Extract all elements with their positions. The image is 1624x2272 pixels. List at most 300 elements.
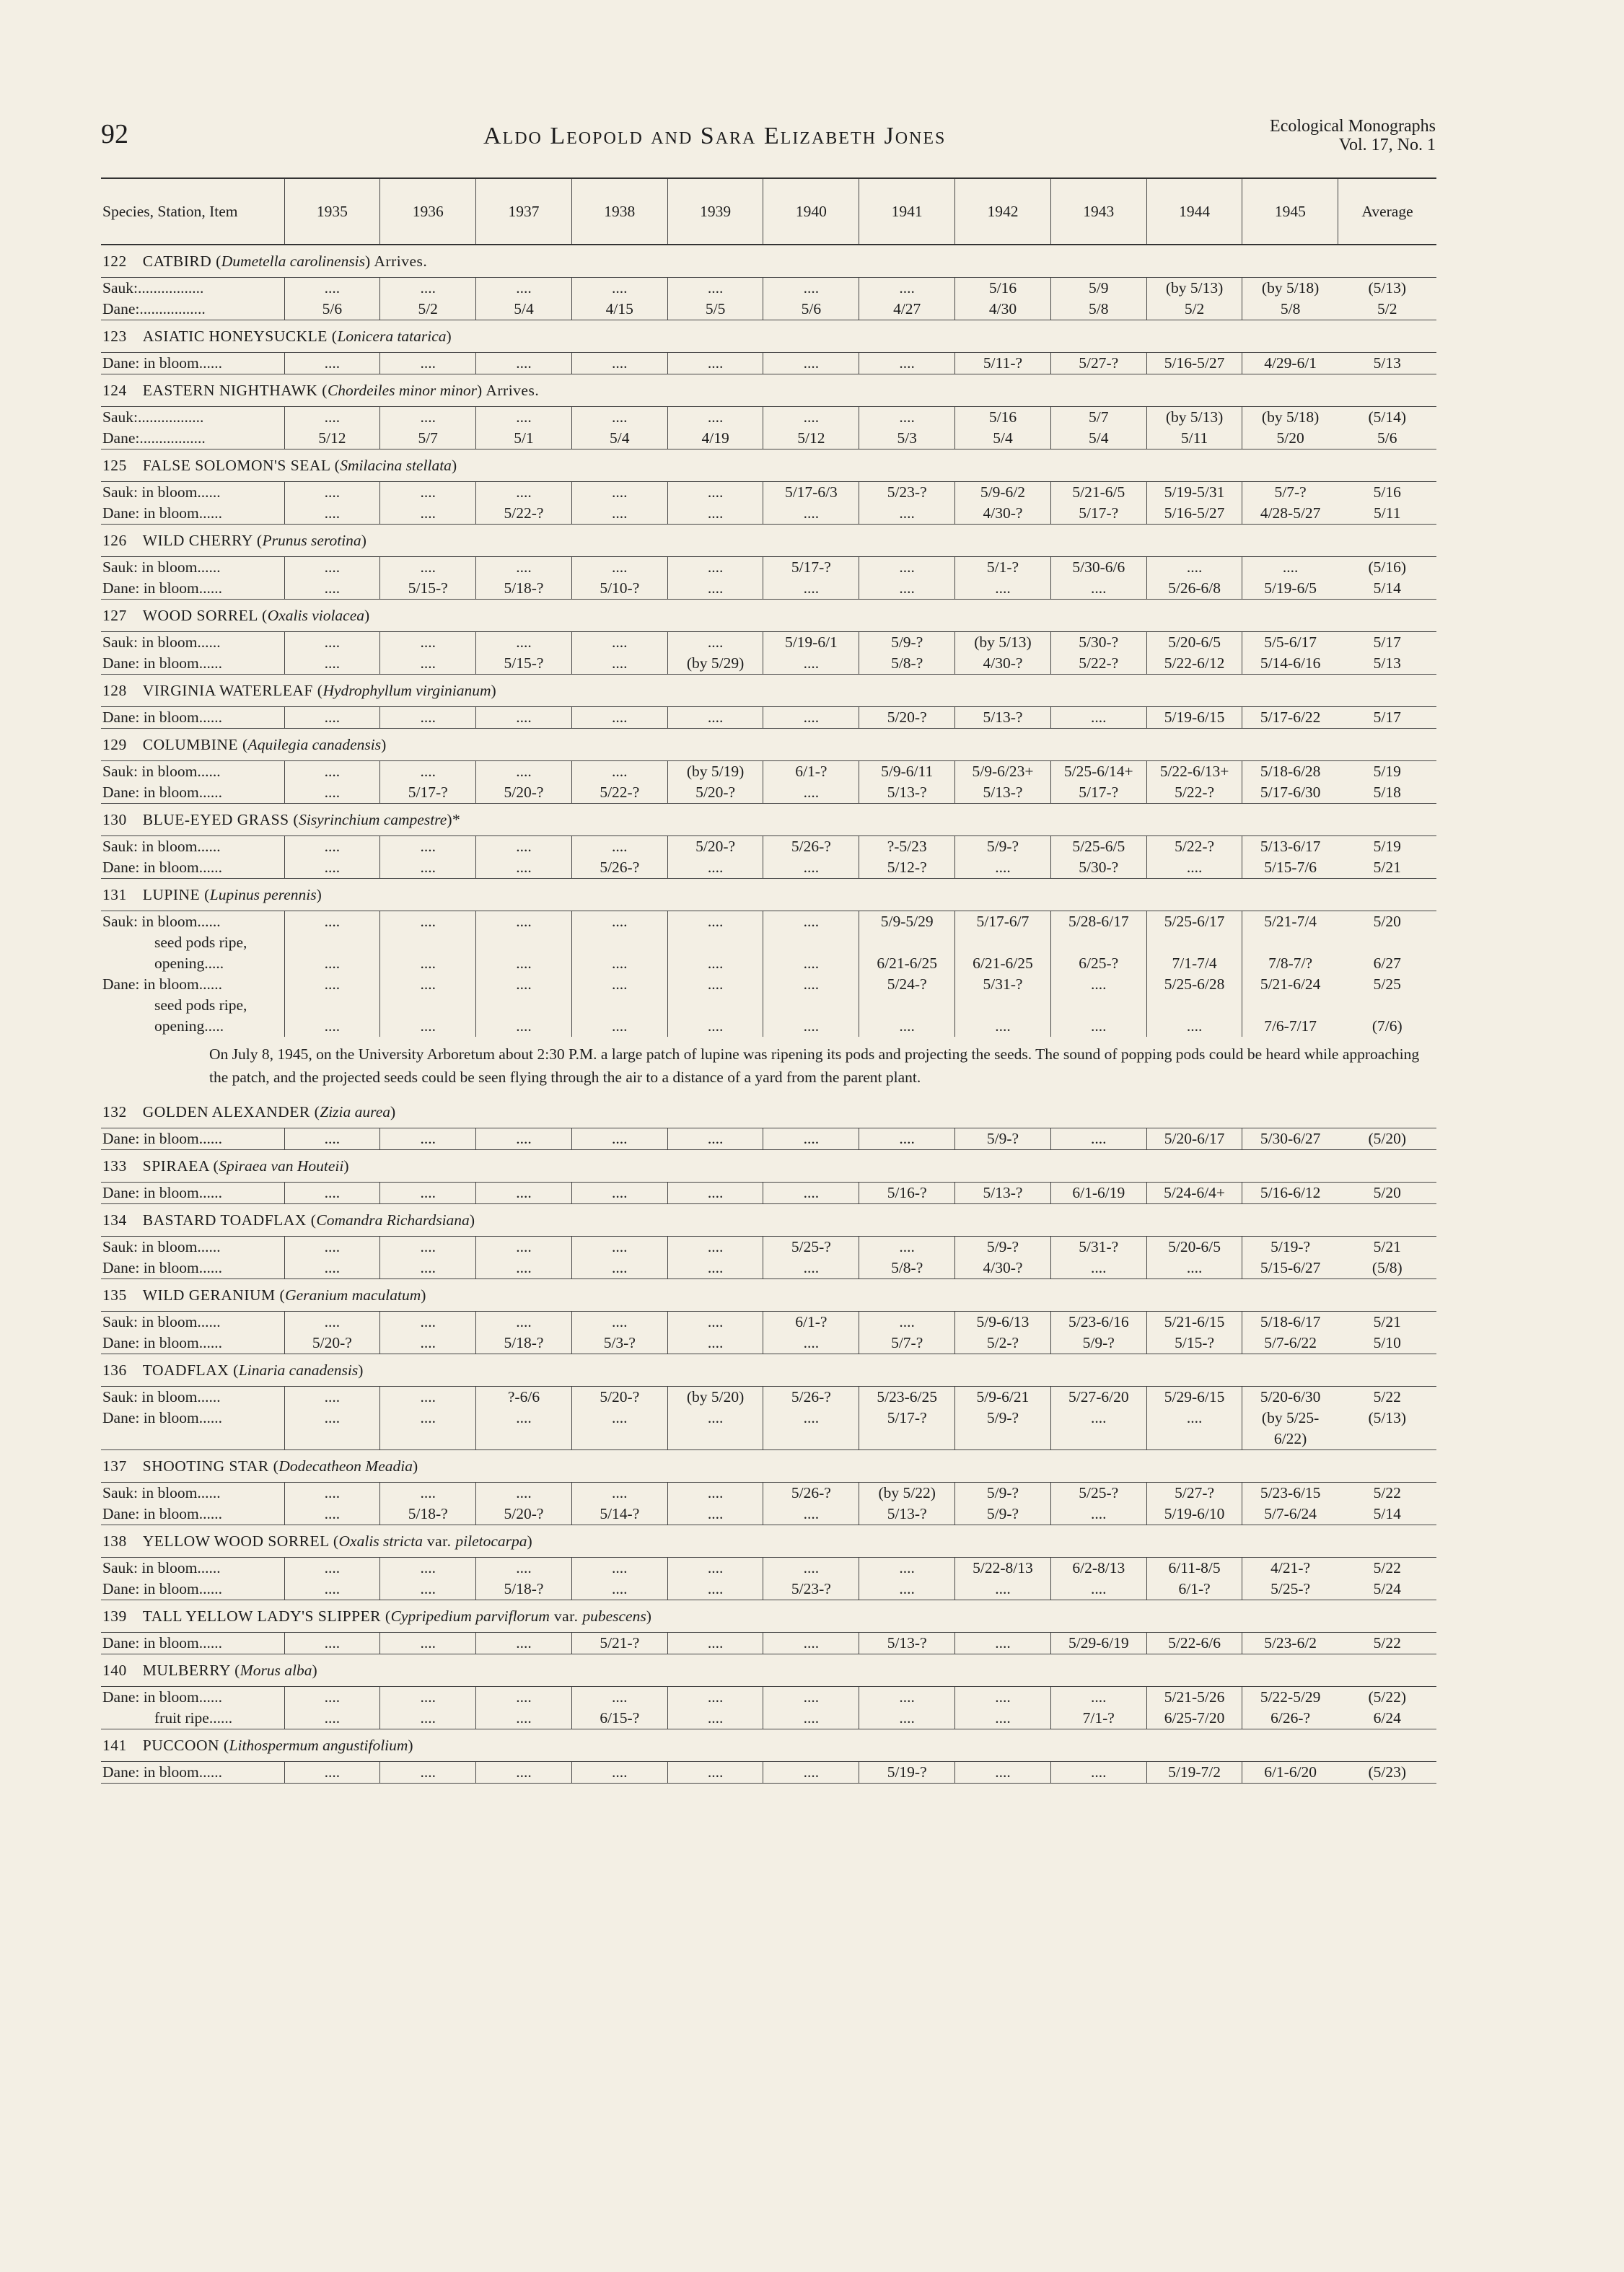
species-common-name: BLUE-EYED GRASS [142, 811, 289, 828]
year-cell: .... [1050, 1504, 1146, 1525]
year-cell: .... [571, 1183, 667, 1204]
year-cell: .... [571, 1128, 667, 1150]
year-cell: .... [763, 407, 859, 429]
year-cell: 5/25-6/5 [1050, 836, 1146, 858]
year-cell: .... [667, 911, 763, 933]
year-cell: .... [1050, 1579, 1146, 1600]
species-common-name: SPIRAEA [142, 1157, 209, 1175]
species-heading: 126 WILD CHERRY (Prunus serotina) [101, 525, 1436, 557]
year-cell: .... [284, 1558, 380, 1579]
species-common-name: WILD GERANIUM [142, 1286, 276, 1304]
row-label: Dane: in bloom...... [101, 1504, 284, 1525]
species-heading-row [101, 1450, 1436, 1483]
year-cell: 5/13-? [859, 782, 955, 804]
year-cell: 5/4 [955, 428, 1051, 449]
average-cell: 5/13 [1338, 353, 1436, 374]
year-cell [1146, 995, 1242, 1016]
species-latin-name: Morus alba [240, 1662, 312, 1679]
year-cell: .... [476, 1408, 572, 1429]
average-cell: 5/13 [1338, 653, 1436, 675]
row-label: Sauk: in bloom...... [102, 763, 221, 780]
year-cell [955, 995, 1051, 1016]
year-cell: 5/18-? [476, 1333, 572, 1354]
year-cell: 5/22-? [571, 782, 667, 804]
year-cell: 5/12-? [859, 857, 955, 879]
year-cell: .... [284, 1258, 380, 1279]
year-cell: .... [284, 1579, 380, 1600]
year-cell: 5/21-6/24 [1242, 974, 1338, 995]
year-cell: 5/9-? [1050, 1333, 1146, 1354]
year-cell: 5/25-? [1050, 1483, 1146, 1504]
year-cell: (by 5/22) [859, 1483, 955, 1504]
year-cell: .... [571, 911, 667, 933]
year-cell: 5/16-? [859, 1183, 955, 1204]
year-cell: 5/17-? [763, 557, 859, 579]
table-row [101, 482, 1436, 504]
year-cell: .... [284, 578, 380, 600]
species-number: 129 [102, 736, 127, 753]
year-cell: 5/2 [1146, 299, 1242, 320]
year-cell: .... [859, 557, 955, 579]
year-cell: .... [859, 278, 955, 299]
year-cell: .... [284, 1504, 380, 1525]
year-cell: .... [380, 653, 476, 675]
species-number: 128 [102, 682, 127, 699]
year-cell: 5/25-6/28 [1146, 974, 1242, 995]
year-cell: 4/19 [667, 428, 763, 449]
year-cell: 5/13-? [859, 1633, 955, 1654]
year-cell: .... [571, 482, 667, 504]
year-cell: .... [667, 707, 763, 729]
running-title: Aldo Leopold and Sara Elizabeth Jones [483, 123, 947, 149]
year-cell: .... [476, 557, 572, 579]
year-cell: 5/19-6/1 [763, 632, 859, 654]
average-cell: (5/23) [1338, 1762, 1436, 1784]
year-cell: 5/22-6/12 [1146, 653, 1242, 675]
year-cell: 5/21-6/5 [1050, 482, 1146, 504]
year-cell [476, 932, 572, 953]
year-cell: .... [667, 353, 763, 374]
year-cell: 5/9-6/21 [955, 1387, 1051, 1408]
species-heading: 134 BASTARD TOADFLAX (Comandra Richardsiana) [101, 1204, 1436, 1237]
average-cell: (5/22) [1368, 1688, 1407, 1706]
table-row [101, 1483, 1436, 1504]
year-cell [763, 995, 859, 1016]
table-row [101, 1237, 1436, 1258]
year-cell: 5/23-? [763, 1579, 859, 1600]
year-cell: 4/15 [571, 299, 667, 320]
table-row [101, 1016, 1436, 1037]
table-row [101, 503, 1436, 525]
year-cell [284, 932, 380, 953]
year-cell: .... [859, 578, 955, 600]
year-cell: 5/19-7/2 [1146, 1762, 1242, 1784]
year-cell: .... [380, 1183, 476, 1204]
year-cell: .... [955, 1579, 1051, 1600]
year-cell: 5/30-6/6 [1050, 557, 1146, 579]
table-row [101, 299, 1436, 320]
year-cell: .... [667, 557, 763, 579]
year-cell: .... [571, 557, 667, 579]
year-cell: 5/19-6/15 [1146, 707, 1242, 729]
species-latin-name: Oxalis violacea [267, 607, 365, 624]
year-cell: 5/15-6/27 [1242, 1258, 1338, 1279]
species-heading: 139 TALL YELLOW LADY'S SLIPPER (Cypripedium parviflorum var. pubescens) [101, 1600, 1436, 1633]
year-cell: 5/26-6/8 [1146, 578, 1242, 600]
species-latin-name: Dumetella carolinensis [221, 253, 366, 270]
year-cell: 4/27 [859, 299, 955, 320]
lupine-note: On July 8, 1945, on the University Arboretum about 2:30 P.M. a large patch of lupine was ripening its pods and projecting the seeds. The sound of popping pods could be heard while approaching the patch, and the projected seeds could be seen flying through the air to a distance of a yard from the parent plant. [209, 1045, 1420, 1086]
year-cell: 5/22-? [476, 503, 572, 525]
species-suffix: Arrives. [370, 253, 428, 270]
species-latin-name: Geranium maculatum [285, 1286, 421, 1304]
table-row [101, 1408, 1436, 1429]
year-cell: .... [284, 1387, 380, 1408]
year-cell: .... [380, 353, 476, 374]
year-cell: 6/11-8/5 [1146, 1558, 1242, 1579]
year-cell: 5/11-? [955, 353, 1051, 374]
year-cell: .... [763, 1633, 859, 1654]
year-cell [284, 995, 380, 1016]
year-cell: (by 5/18) [1242, 407, 1338, 429]
species-latin-name: Lithospermum angustifolium [229, 1737, 408, 1754]
year-cell: .... [380, 1387, 476, 1408]
species-heading-row [101, 525, 1436, 557]
row-label: Dane: in bloom...... [101, 1333, 284, 1354]
average-cell: 5/10 [1338, 1333, 1436, 1354]
year-cell: 4/30-? [955, 503, 1051, 525]
year-cell: .... [380, 836, 476, 858]
year-cell: 5/7 [1050, 407, 1146, 429]
phenology-table-container [101, 177, 1436, 1784]
average-cell: 5/21 [1338, 857, 1436, 879]
average-cell: 5/17 [1338, 707, 1436, 729]
year-cell: .... [380, 1016, 476, 1037]
year-cell: .... [476, 857, 572, 879]
row-label: Dane: in bloom...... [101, 578, 284, 600]
year-cell: 5/9-6/2 [955, 482, 1051, 504]
year-cell: .... [476, 1183, 572, 1204]
average-cell: 5/14 [1338, 1504, 1436, 1525]
year-cell: .... [859, 353, 955, 374]
year-cell: .... [1050, 974, 1146, 995]
species-number: 126 [102, 532, 127, 549]
row-label: opening..... [154, 955, 224, 972]
year-cell: (by 5/13) [1146, 278, 1242, 299]
year-cell: .... [667, 1016, 763, 1037]
year-cell: .... [476, 911, 572, 933]
year-cell: .... [380, 1558, 476, 1579]
year-cell: 5/26-? [763, 1483, 859, 1504]
year-cell: .... [955, 1016, 1051, 1037]
species-latin-name: Lonicera tatarica [337, 328, 447, 345]
year-cell: 5/23-? [859, 482, 955, 504]
year-cell: 5/18-6/17 [1242, 1312, 1338, 1333]
species-common-name: EASTERN NIGHTHAWK [142, 382, 318, 399]
table-row [101, 653, 1436, 675]
year-cell: .... [763, 353, 859, 374]
species-number: 133 [102, 1157, 127, 1175]
year-cell: 5/7 [380, 428, 476, 449]
species-variety-name: piletocarpa [455, 1532, 527, 1550]
year-cell: .... [859, 1579, 955, 1600]
year-cell: .... [667, 482, 763, 504]
year-cell: .... [380, 407, 476, 429]
year-cell: 5/16-5/27 [1146, 503, 1242, 525]
species-heading-row [101, 1150, 1436, 1183]
species-heading-row [101, 320, 1436, 353]
average-cell: 5/22 [1373, 1484, 1401, 1501]
year-cell: .... [476, 1708, 572, 1729]
year-cell: .... [667, 1558, 763, 1579]
year-cell: .... [284, 707, 380, 729]
species-number: 127 [102, 607, 127, 624]
year-cell: .... [284, 482, 380, 504]
year-cell: .... [284, 1762, 380, 1784]
average-cell: 6/27 [1373, 955, 1401, 972]
year-cell: .... [284, 1237, 380, 1258]
year-cell: 5/6 [284, 299, 380, 320]
year-cell: 5/19-6/10 [1146, 1504, 1242, 1525]
species-latin-name: Sisyrinchium campestre [299, 811, 447, 828]
row-label: Sauk: in bloom...... [102, 1313, 221, 1330]
year-cell [571, 1429, 667, 1450]
year-cell: 5/20-? [571, 1387, 667, 1408]
species-variety-label: var. [423, 1532, 456, 1550]
row-label: opening..... [154, 1017, 224, 1035]
year-cell: 5/27-? [1146, 1483, 1242, 1504]
year-cell: 5/14-? [571, 1504, 667, 1525]
species-variety-label: var. [549, 1607, 583, 1625]
average-cell: 5/2 [1338, 299, 1436, 320]
year-cell: 5/17-6/30 [1242, 782, 1338, 804]
average-cell: (5/8) [1338, 1258, 1436, 1279]
year-cell: 5/21-5/26 [1146, 1687, 1242, 1709]
year-cell: 5/24-6/4+ [1146, 1183, 1242, 1204]
average-cell: 5/20 [1338, 1183, 1436, 1204]
lupine-note-row [101, 1037, 1436, 1096]
average-cell [1338, 1429, 1436, 1450]
year-cell: 5/13-? [859, 1504, 955, 1525]
year-cell [763, 932, 859, 953]
year-cell: 6/25-7/20 [1146, 1708, 1242, 1729]
table-row [101, 782, 1436, 804]
year-cell: 5/15-? [476, 653, 572, 675]
year-cell: 5/17-? [380, 782, 476, 804]
year-cell: .... [1050, 578, 1146, 600]
year-cell: .... [284, 503, 380, 525]
year-cell: 5/21-7/4 [1242, 911, 1338, 933]
year-cell: 6/21-6/25 [955, 953, 1051, 974]
year-cell: .... [1050, 1128, 1146, 1150]
average-cell: 5/14 [1338, 578, 1436, 600]
year-cell: .... [1146, 1016, 1242, 1037]
year-cell: ?-5/23 [859, 836, 955, 858]
year-cell: .... [571, 1258, 667, 1279]
year-cell: 5/8 [1242, 299, 1338, 320]
year-cell: .... [667, 1504, 763, 1525]
year-cell: 5/31-? [955, 974, 1051, 995]
species-heading: 132 GOLDEN ALEXANDER (Zizia aurea) [101, 1096, 1436, 1128]
year-cell: 6/1-6/20 [1242, 1762, 1338, 1784]
species-heading: 122 CATBIRD (Dumetella carolinensis) Arrives. [101, 245, 1436, 278]
year-cell: 5/25-? [1242, 1579, 1338, 1600]
row-label: Sauk: in bloom...... [102, 633, 221, 651]
year-cell: 5/17-6/3 [763, 482, 859, 504]
year-cell: .... [1050, 1687, 1146, 1709]
year-cell: 6/22) [1242, 1429, 1338, 1450]
year-cell: .... [667, 503, 763, 525]
year-cell: .... [1146, 857, 1242, 879]
journal-volume: Vol. 17, No. 1 [1338, 136, 1436, 154]
species-latin-name: Smilacina stellata [340, 457, 452, 474]
year-cell: .... [476, 1237, 572, 1258]
year-cell: .... [859, 1708, 955, 1729]
year-cell: .... [667, 1633, 763, 1654]
species-number: 122 [102, 253, 127, 270]
year-cell: .... [667, 1258, 763, 1279]
year-cell: 5/20-? [667, 836, 763, 858]
row-label: Dane:................. [101, 299, 284, 320]
row-label: Sauk:................. [102, 279, 204, 297]
year-cell: .... [763, 857, 859, 879]
species-heading-row [101, 1729, 1436, 1762]
table-row [101, 1633, 1436, 1654]
year-cell [380, 1429, 476, 1450]
year-cell [1146, 1429, 1242, 1450]
table-row [101, 578, 1436, 600]
row-label: Sauk: in bloom...... [102, 1559, 221, 1576]
year-cell: 5/3 [859, 428, 955, 449]
year-cell: .... [476, 407, 572, 429]
year-cell: .... [476, 1558, 572, 1579]
year-cell: 5/17-? [1050, 503, 1146, 525]
year-cell: 5/5-6/17 [1242, 632, 1338, 654]
year-cell: 5/7-6/22 [1242, 1333, 1338, 1354]
year-cell: .... [859, 503, 955, 525]
table-row [101, 857, 1436, 879]
table-row [101, 932, 1436, 953]
year-cell: .... [955, 1687, 1051, 1709]
year-cell [667, 1429, 763, 1450]
year-cell: 6/1-? [1146, 1579, 1242, 1600]
year-cell: 5/1-? [955, 557, 1051, 579]
year-cell: 5/20-? [859, 707, 955, 729]
column-header-1944: 1944 [1146, 178, 1242, 245]
species-heading-row [101, 1654, 1436, 1687]
year-cell: .... [955, 1708, 1051, 1729]
year-cell: .... [1146, 1258, 1242, 1279]
row-label: Dane: in bloom...... [101, 503, 284, 525]
year-cell: 5/20-? [284, 1333, 380, 1354]
year-cell: 5/19-? [859, 1762, 955, 1784]
year-cell: .... [476, 974, 572, 995]
row-label: Dane: in bloom...... [101, 1633, 284, 1654]
year-cell: 5/17-? [1050, 782, 1146, 804]
table-header [101, 178, 1436, 245]
year-cell: 5/13-? [955, 707, 1051, 729]
row-label: fruit ripe...... [101, 1708, 284, 1729]
year-cell: 5/2 [380, 299, 476, 320]
year-cell: 6/1-6/19 [1050, 1183, 1146, 1204]
year-cell: 5/25-6/17 [1146, 911, 1242, 933]
year-cell: .... [380, 857, 476, 879]
year-cell: 5/15-? [1146, 1333, 1242, 1354]
year-cell: .... [571, 1237, 667, 1258]
year-cell: .... [1050, 1762, 1146, 1784]
species-heading-row [101, 245, 1436, 278]
year-cell: .... [380, 911, 476, 933]
table-row [101, 911, 1436, 933]
table-row [101, 1333, 1436, 1354]
year-cell: .... [1146, 1408, 1242, 1429]
species-common-name: FALSE SOLOMON'S SEAL [142, 457, 330, 474]
year-cell: .... [476, 761, 572, 783]
year-cell: 5/28-6/17 [1050, 911, 1146, 933]
year-cell: 7/6-7/17 [1242, 1016, 1338, 1037]
species-suffix: * [452, 811, 461, 828]
year-cell: 5/26-? [571, 857, 667, 879]
year-cell: (by 5/18) [1242, 278, 1338, 299]
species-common-name: YELLOW WOOD SORREL [142, 1532, 329, 1550]
year-cell: 6/2-8/13 [1050, 1558, 1146, 1579]
row-label: Sauk: in bloom...... [102, 1484, 221, 1501]
year-cell: 5/18-? [380, 1504, 476, 1525]
year-cell: 5/17-6/7 [955, 911, 1051, 933]
year-cell: 5/9-5/29 [859, 911, 955, 933]
year-cell: 5/13-6/17 [1242, 836, 1338, 858]
species-heading: 140 MULBERRY (Morus alba) [101, 1654, 1436, 1687]
year-cell: .... [763, 953, 859, 974]
year-cell: 5/18-? [476, 578, 572, 600]
year-cell: 6/26-? [1242, 1708, 1338, 1729]
species-common-name: ASIATIC HONEYSUCKLE [142, 328, 328, 345]
species-number: 139 [102, 1607, 127, 1625]
average-cell: (5/14) [1368, 408, 1407, 426]
year-cell: 5/1 [476, 428, 572, 449]
year-cell: 5/6 [763, 299, 859, 320]
year-cell: .... [955, 1633, 1051, 1654]
year-cell [955, 932, 1051, 953]
species-heading-row [101, 1279, 1436, 1312]
year-cell: .... [763, 1762, 859, 1784]
year-cell: .... [763, 1183, 859, 1204]
year-cell: .... [667, 1687, 763, 1709]
species-heading: 123 ASIATIC HONEYSUCKLE (Lonicera tatarica) [101, 320, 1436, 353]
year-cell: .... [571, 653, 667, 675]
year-cell: 5/13-? [955, 782, 1051, 804]
year-cell: 5/4 [571, 428, 667, 449]
year-cell: 5/9-? [955, 1483, 1051, 1504]
year-cell: 5/8 [1050, 299, 1146, 320]
year-cell: .... [380, 974, 476, 995]
average-cell: 5/22 [1373, 1559, 1401, 1576]
year-cell: .... [763, 1504, 859, 1525]
year-cell: 5/9-6/11 [859, 761, 955, 783]
average-cell: (5/20) [1338, 1128, 1436, 1150]
species-latin-name: Oxalis stricta [338, 1532, 423, 1550]
species-heading: 127 WOOD SORREL (Oxalis violacea) [101, 600, 1436, 632]
year-cell: .... [380, 503, 476, 525]
year-cell: 5/4 [1050, 428, 1146, 449]
column-header-1943: 1943 [1050, 178, 1146, 245]
year-cell: .... [667, 1762, 763, 1784]
year-cell: .... [380, 557, 476, 579]
species-latin-name: Hydrophyllum virginianum [322, 682, 491, 699]
year-cell: .... [571, 1312, 667, 1333]
year-cell: .... [284, 1408, 380, 1429]
year-cell [859, 995, 955, 1016]
